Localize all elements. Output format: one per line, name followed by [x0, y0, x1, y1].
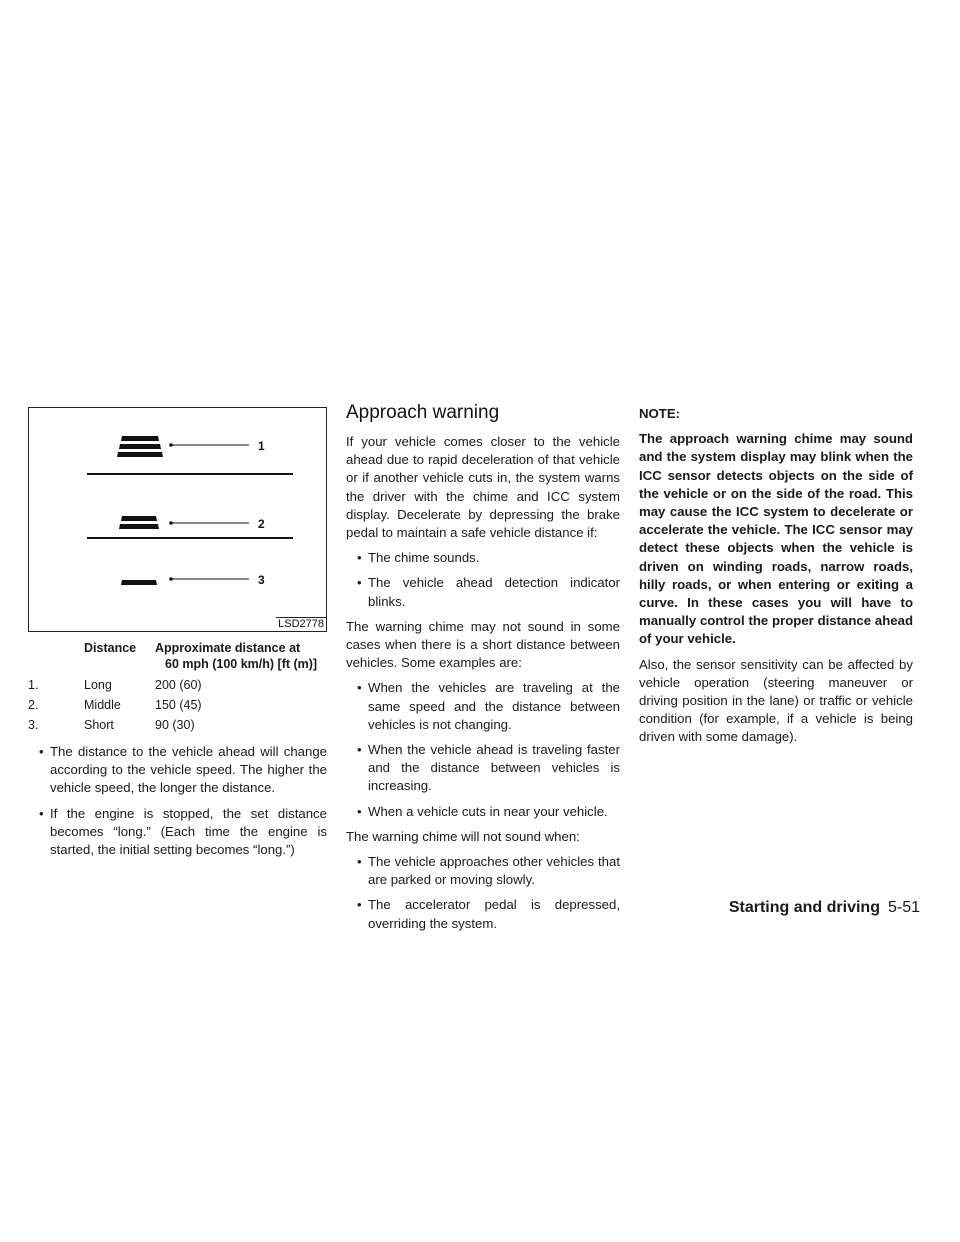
figure-code: LSD2778	[278, 618, 324, 630]
note-body: The approach warning chime may sound and the system display may blink when the ICC sensor detects objects on the side of the vehicle or on the side of the road. This may cause the ICC system to decelerate or accelerate the vehicle. The ICC sensor may detect these objects when the vehicle is driven on winding roads, narrow roads, hilly roads, or when entering or exiting a curve. In these cases you will have to manually control the proper distance ahead of your vehicle.	[639, 431, 913, 647]
list-item: • When a vehicle cuts in near your vehicle.	[357, 803, 608, 819]
list-item: • The distance to the vehicle ahead will change according to the vehicle speed. The higher the vehicle speed, the longer the distance.	[39, 744, 327, 796]
left-column-text	[28, 743, 327, 866]
distance-bars-illustration	[29, 408, 326, 631]
page-footer	[729, 899, 920, 917]
row-1-name: Long	[84, 678, 112, 692]
row-2-num: 2.	[28, 698, 39, 712]
intro-paragraph: If your vehicle comes closer to the vehicle ahead due to rapid deceleration of that vehicle or if another vehicle cuts in, the system warns the driver with the chime and ICC system display. Decelerate by depressing the brake pedal to maintain a safe vehicle distance if:	[346, 434, 620, 541]
header-distance: Distance	[84, 641, 137, 655]
paragraph: The warning chime may not sound in some cases when there is a short distance between vehicles. Some examples are:	[346, 618, 620, 671]
paragraph: The warning chime will not sound when:	[346, 828, 580, 844]
row-2-value: 150 (45)	[155, 698, 202, 712]
paragraph: Also, the sensor sensitivity can be affected by vehicle operation (steering maneuver or driving position in the lane) or traffic or vehicle condition (for example, if a vehicle is being driven with some damage).	[639, 656, 913, 745]
header-approx-line1: Approximate distance at	[155, 641, 301, 655]
section-title: Starting and driving	[728, 899, 880, 916]
list-item: • When the vehicles are traveling at the same speed and the distance between vehicles is not changing.	[357, 680, 620, 732]
row-1-num: 1.	[28, 678, 39, 692]
row-2-name: Middle	[84, 698, 121, 712]
distance-setting-figure	[28, 407, 327, 632]
middle-column-text	[346, 402, 620, 940]
list-item: • When the vehicle ahead is traveling faster and the distance between vehicles is increasing.	[357, 742, 620, 794]
list-item: • The accelerator pedal is depressed, overriding the system.	[357, 897, 620, 931]
middle-distance-indicator	[119, 516, 159, 529]
row-3-value: 90 (30)	[155, 718, 195, 732]
figure-label-2: 2	[258, 517, 265, 531]
list-item: • The vehicle ahead detection indicator blinks.	[357, 575, 620, 609]
list-item: • If the engine is stopped, the set distance becomes “long.” (Each time the engine is started, the initial setting becomes “long.”)	[39, 805, 327, 858]
list-item: • The vehicle approaches other vehicles that are parked or moving slowly.	[357, 854, 620, 888]
row-1-value: 200 (60)	[155, 678, 202, 692]
leader-line-1	[169, 439, 265, 453]
leader-line-3	[169, 573, 265, 587]
header-approx-line2: 60 mph (100 km/h) [ft (m)]	[165, 657, 318, 671]
section-heading: Approach warning	[346, 402, 500, 423]
short-distance-indicator	[121, 580, 157, 585]
row-3-name: Short	[84, 718, 114, 732]
row-3-num: 3.	[28, 718, 39, 732]
long-distance-indicator	[117, 436, 163, 457]
figure-label-1: 1	[258, 439, 265, 453]
leader-line-2	[169, 517, 265, 531]
list-item: • The chime sounds.	[357, 550, 480, 566]
right-column-text	[639, 405, 913, 754]
note-title: NOTE:	[639, 406, 681, 421]
page-number: 5-51	[887, 899, 920, 916]
figure-label-3: 3	[258, 573, 265, 587]
